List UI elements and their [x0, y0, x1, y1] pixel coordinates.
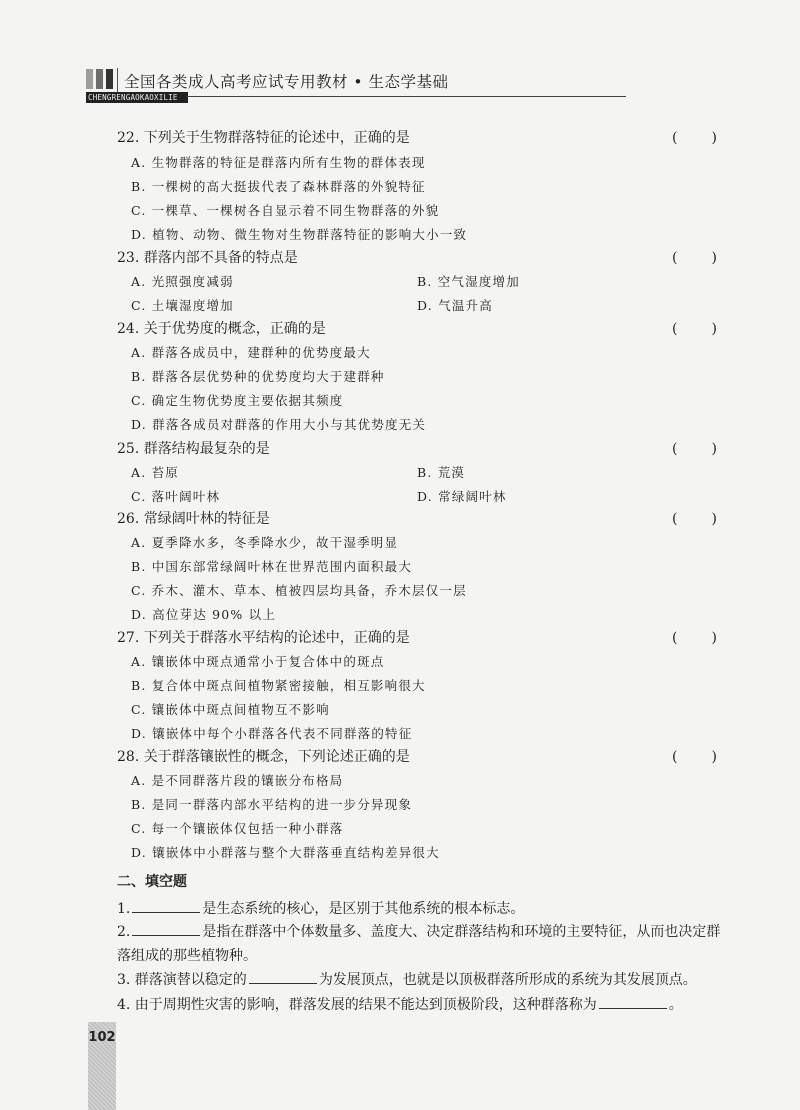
fill-item-2: 2. 是指在群落中个体数量多、盖度大、决定群落结构和环境的主要特征，从而也决定群落组成的那些植物种。: [117, 920, 723, 968]
answer-box: ( ): [672, 441, 717, 457]
fill-item-4: 4. 由于周期性灾害的影响，群落发展的结果不能达到顶极阶段，这种群落称为 。: [117, 993, 723, 1017]
option-b: B. 空气湿度增加: [417, 274, 520, 289]
option-d: D. 镶嵌体中每个小群落各代表不同群落的特征: [131, 726, 413, 741]
option-b: B. 一棵树的高大挺拔代表了森林群落的外貌特征: [131, 179, 426, 194]
answer-box: ( ): [672, 749, 717, 765]
option-d: D. 镶嵌体中小群落与整个大群落垂直结构差异很大: [131, 845, 440, 860]
answer-box: ( ): [672, 511, 717, 527]
option-c: C. 确定生物优势度主要依据其频度: [131, 393, 344, 408]
answer-blank[interactable]: [132, 921, 200, 936]
header-rule: [186, 96, 626, 97]
answer-blank[interactable]: [132, 898, 200, 913]
header-series-label: CHENGRENGAOKAOXILIE: [86, 92, 188, 103]
header-logo-blocks: [86, 69, 113, 89]
question-26-stem: 26. 常绿阔叶林的特征是: [117, 511, 270, 527]
option-a: A. 镶嵌体中斑点通常小于复合体中的斑点: [131, 654, 385, 669]
question-22-stem: 22. 下列关于生物群落特征的论述中，正确的是: [117, 130, 410, 146]
option-b: B. 复合体中斑点间植物紧密接触，相互影响很大: [131, 678, 426, 693]
answer-box: ( ): [672, 321, 717, 337]
answer-blank[interactable]: [599, 994, 667, 1009]
section-heading: 二、填空题: [117, 874, 187, 890]
answer-box: ( ): [672, 130, 717, 146]
option-d: D. 植物、动物、微生物对生物群落特征的影响大小一致: [131, 227, 468, 242]
option-a: A. 生物群落的特征是群落内所有生物的群体表现: [131, 155, 426, 170]
option-d: D. 常绿阔叶林: [417, 489, 507, 504]
option-a: A. 光照强度减弱: [131, 274, 234, 289]
option-d: D. 群落各成员对群落的作用大小与其优势度无关: [131, 417, 427, 432]
option-b: B. 群落各层优势种的优势度均大于建群种: [131, 369, 385, 384]
answer-box: ( ): [672, 630, 717, 646]
option-c: C. 乔木、灌木、草本、植被四层均具备，乔木层仅一层: [131, 583, 467, 598]
option-c: C. 土壤湿度增加: [131, 298, 234, 313]
question-28-stem: 28. 关于群落镶嵌性的概念，下列论述正确的是: [117, 749, 410, 765]
answer-box: ( ): [672, 250, 717, 266]
header-divider: [117, 68, 118, 92]
option-b: B. 荒漠: [417, 465, 466, 480]
option-d: D. 高位芽达 90% 以上: [131, 607, 277, 622]
option-b: B. 中国东部常绿阔叶林在世界范围内面积最大: [131, 559, 413, 574]
option-a: A. 群落各成员中，建群种的优势度最大: [131, 345, 371, 360]
question-27-stem: 27. 下列关于群落水平结构的论述中，正确的是: [117, 630, 410, 646]
question-23-stem: 23. 群落内部不具备的特点是: [117, 250, 298, 266]
fill-item-3: 3. 群落演替以稳定的 为发展顶点，也就是以顶极群落所形成的系统为其发展顶点。: [117, 968, 723, 992]
header-title: 全国各类成人高考应试专用教材 • 生态学基础: [124, 73, 449, 91]
option-a: A. 苔原: [131, 465, 179, 480]
answer-blank[interactable]: [249, 969, 317, 984]
option-a: A. 是不同群落片段的镶嵌分布格局: [131, 773, 344, 788]
fill-item-1: 1. 是生态系统的核心，是区别于其他系统的根本标志。: [117, 897, 723, 921]
question-25-stem: 25. 群落结构最复杂的是: [117, 441, 270, 457]
option-c: C. 每一个镶嵌体仅包括一种小群落: [131, 821, 344, 836]
option-d: D. 气温升高: [417, 298, 493, 313]
option-c: C. 镶嵌体中斑点间植物互不影响: [131, 702, 330, 717]
page-number: 102: [88, 1030, 116, 1045]
option-c: C. 一棵草、一棵树各自显示着不同生物群落的外貌: [131, 203, 440, 218]
option-b: B. 是同一群落内部水平结构的进一步分异现象: [131, 797, 413, 812]
question-24-stem: 24. 关于优势度的概念，正确的是: [117, 321, 326, 337]
option-c: C. 落叶阔叶林: [131, 489, 221, 504]
option-a: A. 夏季降水多，冬季降水少，故干湿季明显: [131, 535, 399, 550]
